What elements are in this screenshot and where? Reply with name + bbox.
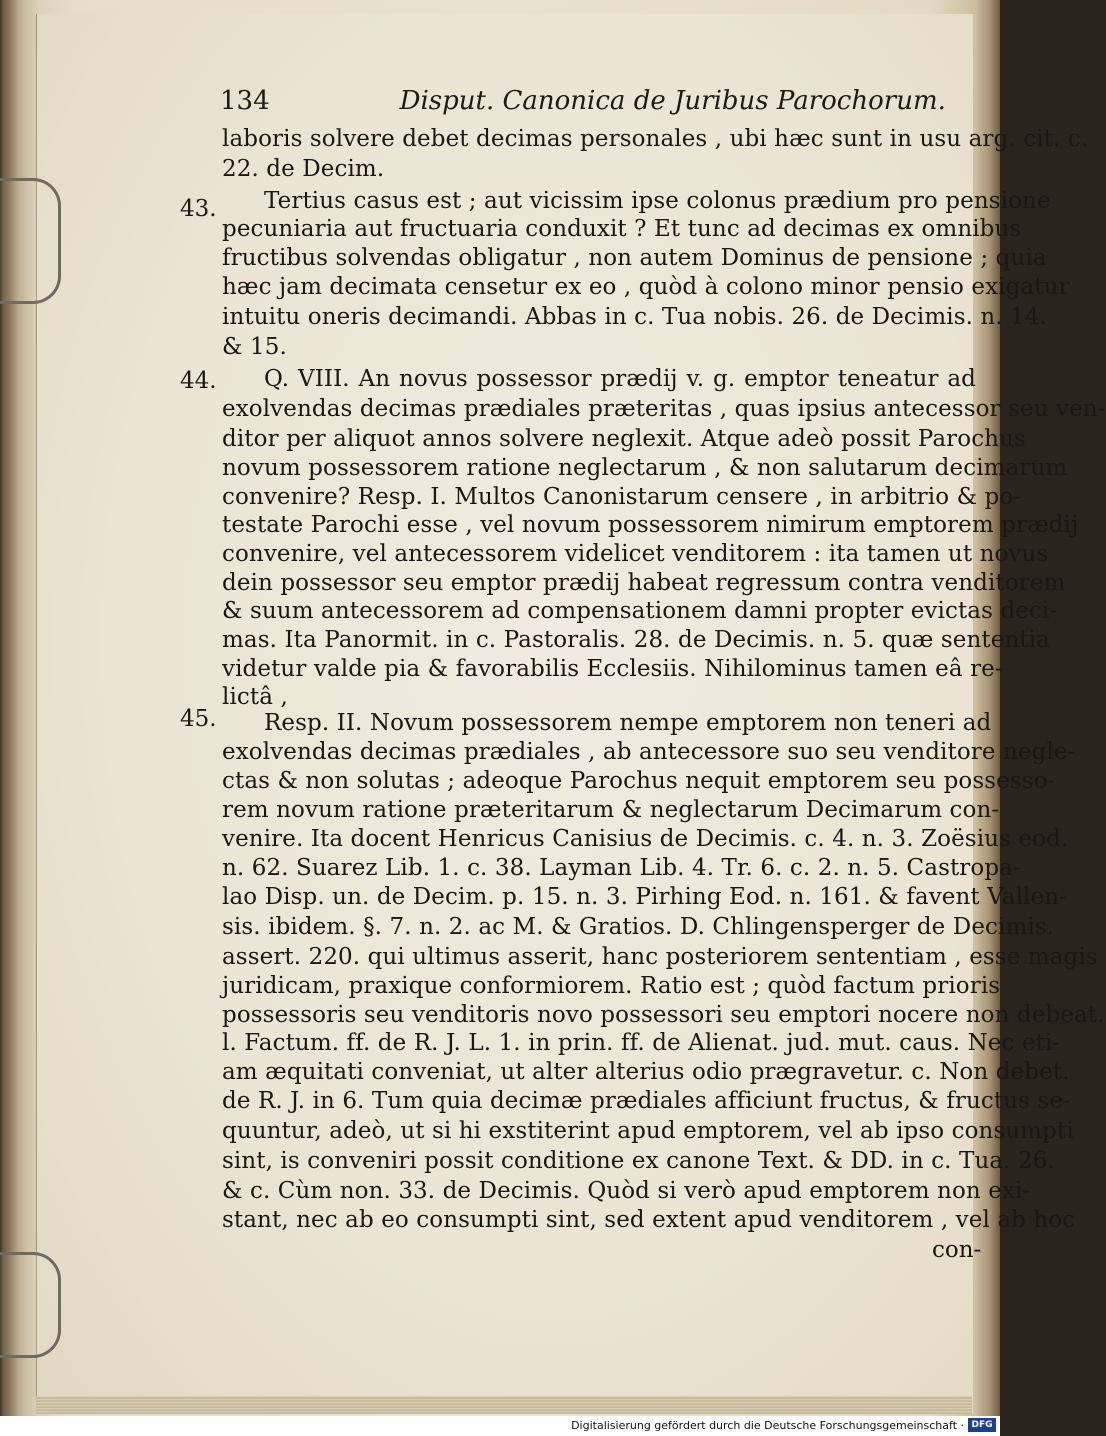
digitization-footer [0,1416,1000,1436]
text-line: fructibus solvendas obligatur , non autem Dominus de pensione ; quia [222,245,1047,271]
text-line: rem novum ratione præteritarum & neglectarum Decimarum con- [222,797,1000,823]
text-line: ditor per aliquot annos solvere neglexit. Atque adeò possit Parochus [222,426,1026,452]
text-line: hæc jam decimata censetur ex eo , quòd à colono minor pensio exigatur [222,274,1070,300]
page-number: 134 [220,86,270,116]
text-line: mas. Ita Panormit. in c. Pastoralis. 28. de Decimis. n. 5. quæ sententia [222,627,1050,653]
text-line: stant, nec ab eo consumpti sint, sed extent apud venditorem , vel ab hoc [222,1207,1076,1233]
text-line: venire. Ita docent Henricus Canisius de Decimis. c. 4. n. 3. Zoësius eod. [222,826,1069,852]
text-line: quuntur, adeò, ut si hi exstiterint apud emptorem, vel ab ipso consumpti [222,1118,1074,1144]
text-line: & c. Cùm non. 33. de Decimis. Quòd si verò apud emptorem non exi- [222,1178,1031,1204]
text-line: Q. VIII. An novus possessor prædij v. g. emptor teneatur ad [264,366,976,392]
text-line: dein possessor seu emptor prædij habeat regressum contra venditorem [222,570,1066,596]
text-line: lao Disp. un. de Decim. p. 15. n. 3. Pirhing Eod. n. 161. & favent Vallen- [222,884,1067,910]
text-line: Resp. II. Novum possessorem nempe emptorem non teneri ad [264,710,992,736]
text-line: juridicam, praxique conformiorem. Ratio est ; quòd factum prioris [222,973,1001,999]
text-line: exolvendas decimas prædiales , ab antecessore suo seu venditore negle- [222,739,1076,765]
text-line: ctas & non solutas ; adeoque Parochus nequit emptorem seu possesso- [222,768,1056,794]
paragraph-number: 45. [180,706,217,732]
text-line: laboris solvere debet decimas personales , ubi hæc sunt in usu arg. cit. c. [222,126,1089,152]
running-title: Disput. Canonica de Juribus Parochorum. [399,86,946,116]
text-line: novum possessorem ratione neglectarum , & non salutarum decimarum [222,455,1068,481]
catchword: con- [932,1237,982,1263]
text-line: testate Parochi esse , vel novum possessorem nimirum emptorem prædij [222,512,1079,538]
text-line: de R. J. in 6. Tum quia decimæ prædiales afficiunt fructus, & fructus se- [222,1088,1071,1114]
text-line: assert. 220. qui ultimus asserit, hanc posteriorem sententiam , esse magis [222,944,1098,970]
text-line: 22. de Decim. [222,156,385,182]
dfg-logo: DFG [968,1418,996,1432]
paragraph-number: 43. [180,196,217,222]
text-line: l. Factum. ff. de R. J. L. 1. in prin. ff. de Alienat. jud. mut. caus. Nec eti- [222,1030,1061,1056]
text-line: convenire, vel antecessorem videlicet venditorem : ita tamen ut novus [222,541,1049,567]
text-line: & 15. [222,334,287,360]
book-clip-bottom [0,1252,61,1358]
paragraph-number: 44. [180,368,217,394]
text-line: Tertius casus est ; aut vicissim ipse colonus prædium pro pensione [264,188,1051,214]
text-line: possessoris seu venditoris novo possessori seu emptori nocere non debeat. [222,1002,1105,1028]
book-clip-top [0,178,61,304]
text-line: convenire? Resp. I. Multos Canonistarum censere , in arbitrio & po- [222,484,1022,510]
text-line: lictâ , [222,684,288,710]
text-line: sis. ibidem. §. 7. n. 2. ac M. & Gratios. D. Chlingensperger de Decimis. [222,914,1055,940]
text-line: & suum antecessorem ad compensationem damni propter evictas deci- [222,598,1058,624]
text-line: videtur valde pia & favorabilis Ecclesiis. Nihilominus tamen eâ re- [222,656,1003,682]
text-line: n. 62. Suarez Lib. 1. c. 38. Layman Lib. 4. Tr. 6. c. 2. n. 5. Castropa- [222,855,1021,881]
running-header [220,86,980,116]
footer-credit: Digitalisierung gefördert durch die Deutsche Forschungsgemeinschaft · [571,1419,964,1432]
text-line: exolvendas decimas prædiales præteritas , quas ipsius antecessor seu ven- [222,396,1106,422]
text-line: intuitu oneris decimandi. Abbas in c. Tua nobis. 26. de Decimis. n. 14. [222,304,1048,330]
text-line: pecuniaria aut fructuaria conduxit ? Et tunc ad decimas ex omnibus [222,216,1022,242]
page-edges [36,1396,972,1414]
text-line: sint, is conveniri possit conditione ex canone Text. & DD. in c. Tua. 26. [222,1148,1055,1174]
text-line: am æquitati conveniat, ut alter alterius odio prægravetur. c. Non debet. [222,1059,1070,1085]
